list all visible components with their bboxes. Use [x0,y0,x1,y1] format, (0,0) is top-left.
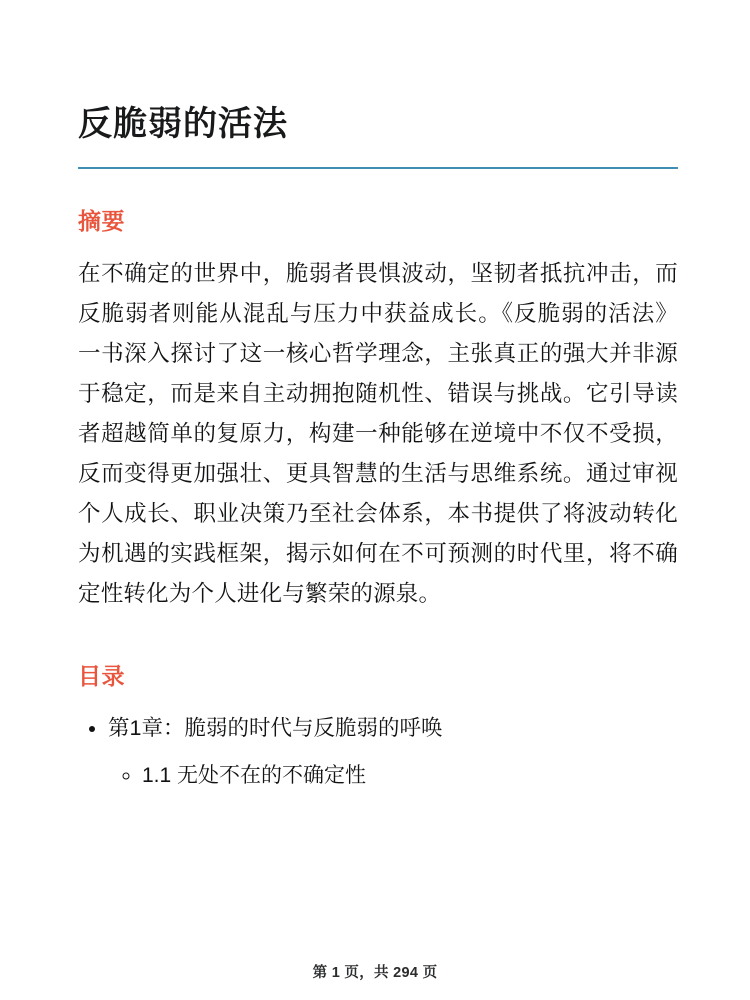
title-divider [78,167,678,169]
toc-section-label: 1.1 无处不在的不确定性 [142,763,367,787]
toc-chapter-item[interactable] [108,711,678,792]
toc-sublist [108,759,678,793]
page-footer: 第 1 页，共 294 页 [312,965,438,981]
toc-heading: 目录 [78,663,125,690]
abstract-paragraph: 在不确定的世界中，脆弱者畏惧波动，坚韧者抵抗冲击，而反脆弱者则能从混乱与压力中获益成长。《反脆弱的活法》一书深入探讨了这一核心哲学理念，主张真正的强大并非源于稳定，而是来自主动拥抱随机性、错误与挑战。它引导读者超越简单的复原力，构建一种能够在逆境中不仅不受损，反而变得更加强壮、更具智慧的生活与思维系统。通过审视个人成长、职业决策乃至社会体系，本书提供了将波动转化为机遇的实践框架，揭示如何在不可预测的时代里，将不确定性转化为个人进化与繁荣的源泉。 [78,260,678,607]
toc-list [78,711,678,792]
page-title: 反脆弱的活法 [78,105,288,143]
toc-chapter-label: 第1章：脆弱的时代与反脆弱的呼唤 [108,716,443,741]
abstract-heading: 摘要 [78,207,125,234]
toc-section-item[interactable] [142,759,678,793]
